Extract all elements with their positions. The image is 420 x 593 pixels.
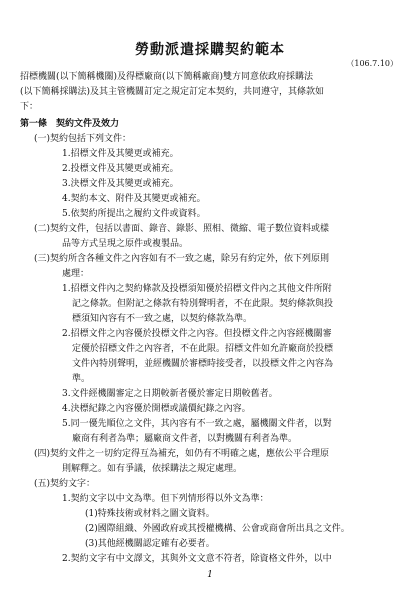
section-3-item: 5.同一優先順位之文件，其內容有不一致之處，屬機關文件者，以對 (62, 419, 332, 429)
preamble (20, 70, 400, 115)
preamble-line: (以下簡稱採購法)及其主管機關訂定之規定訂定本契約，共同遵守，其條款如 (20, 87, 325, 97)
section-5-item: 2.契約文字有中文譯文，其與外文文意不符者，除資格文件外，以中 (62, 554, 332, 564)
section-3-item: 3.文件經機關審定之日期較新者優於審定日期較舊者。 (62, 389, 278, 399)
section-3-item-cont: 定優於招標文件之內容者，不在此限。招標文件如允許廠商於投標 (72, 344, 334, 354)
section-1: (一)契約包括下列文件： (34, 134, 132, 144)
section-3-item-cont: 標須知內容有不一致之處，以契約條款為準。 (72, 314, 253, 324)
section-5: (五)契約文字： (34, 479, 96, 489)
section-4-cont: 則解釋之。如有爭議，依採購法之規定處理。 (62, 464, 243, 474)
section-3-cont: 處理： (62, 269, 90, 279)
section-2-cont: 品等方式呈現之原件或複製品。 (62, 239, 189, 249)
section-1-item: 4.契約本文、附件及其變更或補充。 (62, 194, 206, 204)
section-4: (四)契約文件之一切約定得互為補充，如仍有不明確之處，應依公平合理原 (34, 449, 330, 459)
section-1-item: 2.投標文件及其變更或補充。 (62, 164, 179, 174)
section-3-item: 4.決標紀錄之內容優於開標或議價紀錄之內容。 (62, 404, 251, 414)
section-1-item: 3.決標文件及其變更或補充。 (62, 179, 179, 189)
section-3-item: 1.招標文件內之契約條款及投標須知優於招標文件內之其他文件所附 (62, 284, 332, 294)
section-3-item-cont: 記之條款。但附記之條款有特別聲明者，不在此限。契約條款與投 (72, 299, 334, 309)
section-1-item: 5.依契約所提出之履約文件或資料。 (62, 209, 206, 219)
section-3: (三)契約所含各種文件之內容如有不一致之處，除另有約定外，依下列原則 (34, 254, 330, 264)
section-5-subitem: (1)特殊技術或材料之圖文資料。 (85, 509, 215, 519)
revision-date: （106.7.10） (346, 59, 398, 68)
page-number: 1 (207, 570, 213, 580)
section-3-item-cont: 文件內特別聲明，並經機關於審標時接受者，以投標文件之內容為 (72, 359, 334, 369)
section-5-subitem: (2)國際組織、外國政府或其授權機構、公會或商會所出具之文件。 (85, 524, 350, 534)
preamble-line: 招標機關(以下簡稱機關)及得標廠商(以下簡稱廠商)雙方同意依政府採購法 (20, 72, 314, 82)
section-2: (二)契約文件，包括以書面、錄音、錄影、照相、微縮、電子數位資料或樣 (34, 224, 330, 234)
section-3-item-cont: 準。 (72, 374, 91, 384)
article-1 (20, 117, 400, 567)
section-1-item: 1.招標文件及其變更或補充。 (62, 149, 179, 159)
section-5-subitem: (3)其他經機關認定確有必要者。 (85, 539, 215, 549)
section-3-item: 2.招標文件之內容優於投標文件之內容。但投標文件之內容經機關審 (62, 329, 332, 339)
section-5-item: 1.契約文字以中文為準。但下列情形得以外文為準： (62, 494, 269, 504)
document-title: 勞動派遣採購契約範本 (135, 42, 285, 58)
article-heading: 第一條 契約文件及效力 (20, 119, 120, 129)
section-3-item-cont: 廠商有利者為準；屬廠商文件者，以對機關有利者為準。 (72, 434, 298, 444)
preamble-line: 下： (20, 102, 39, 112)
